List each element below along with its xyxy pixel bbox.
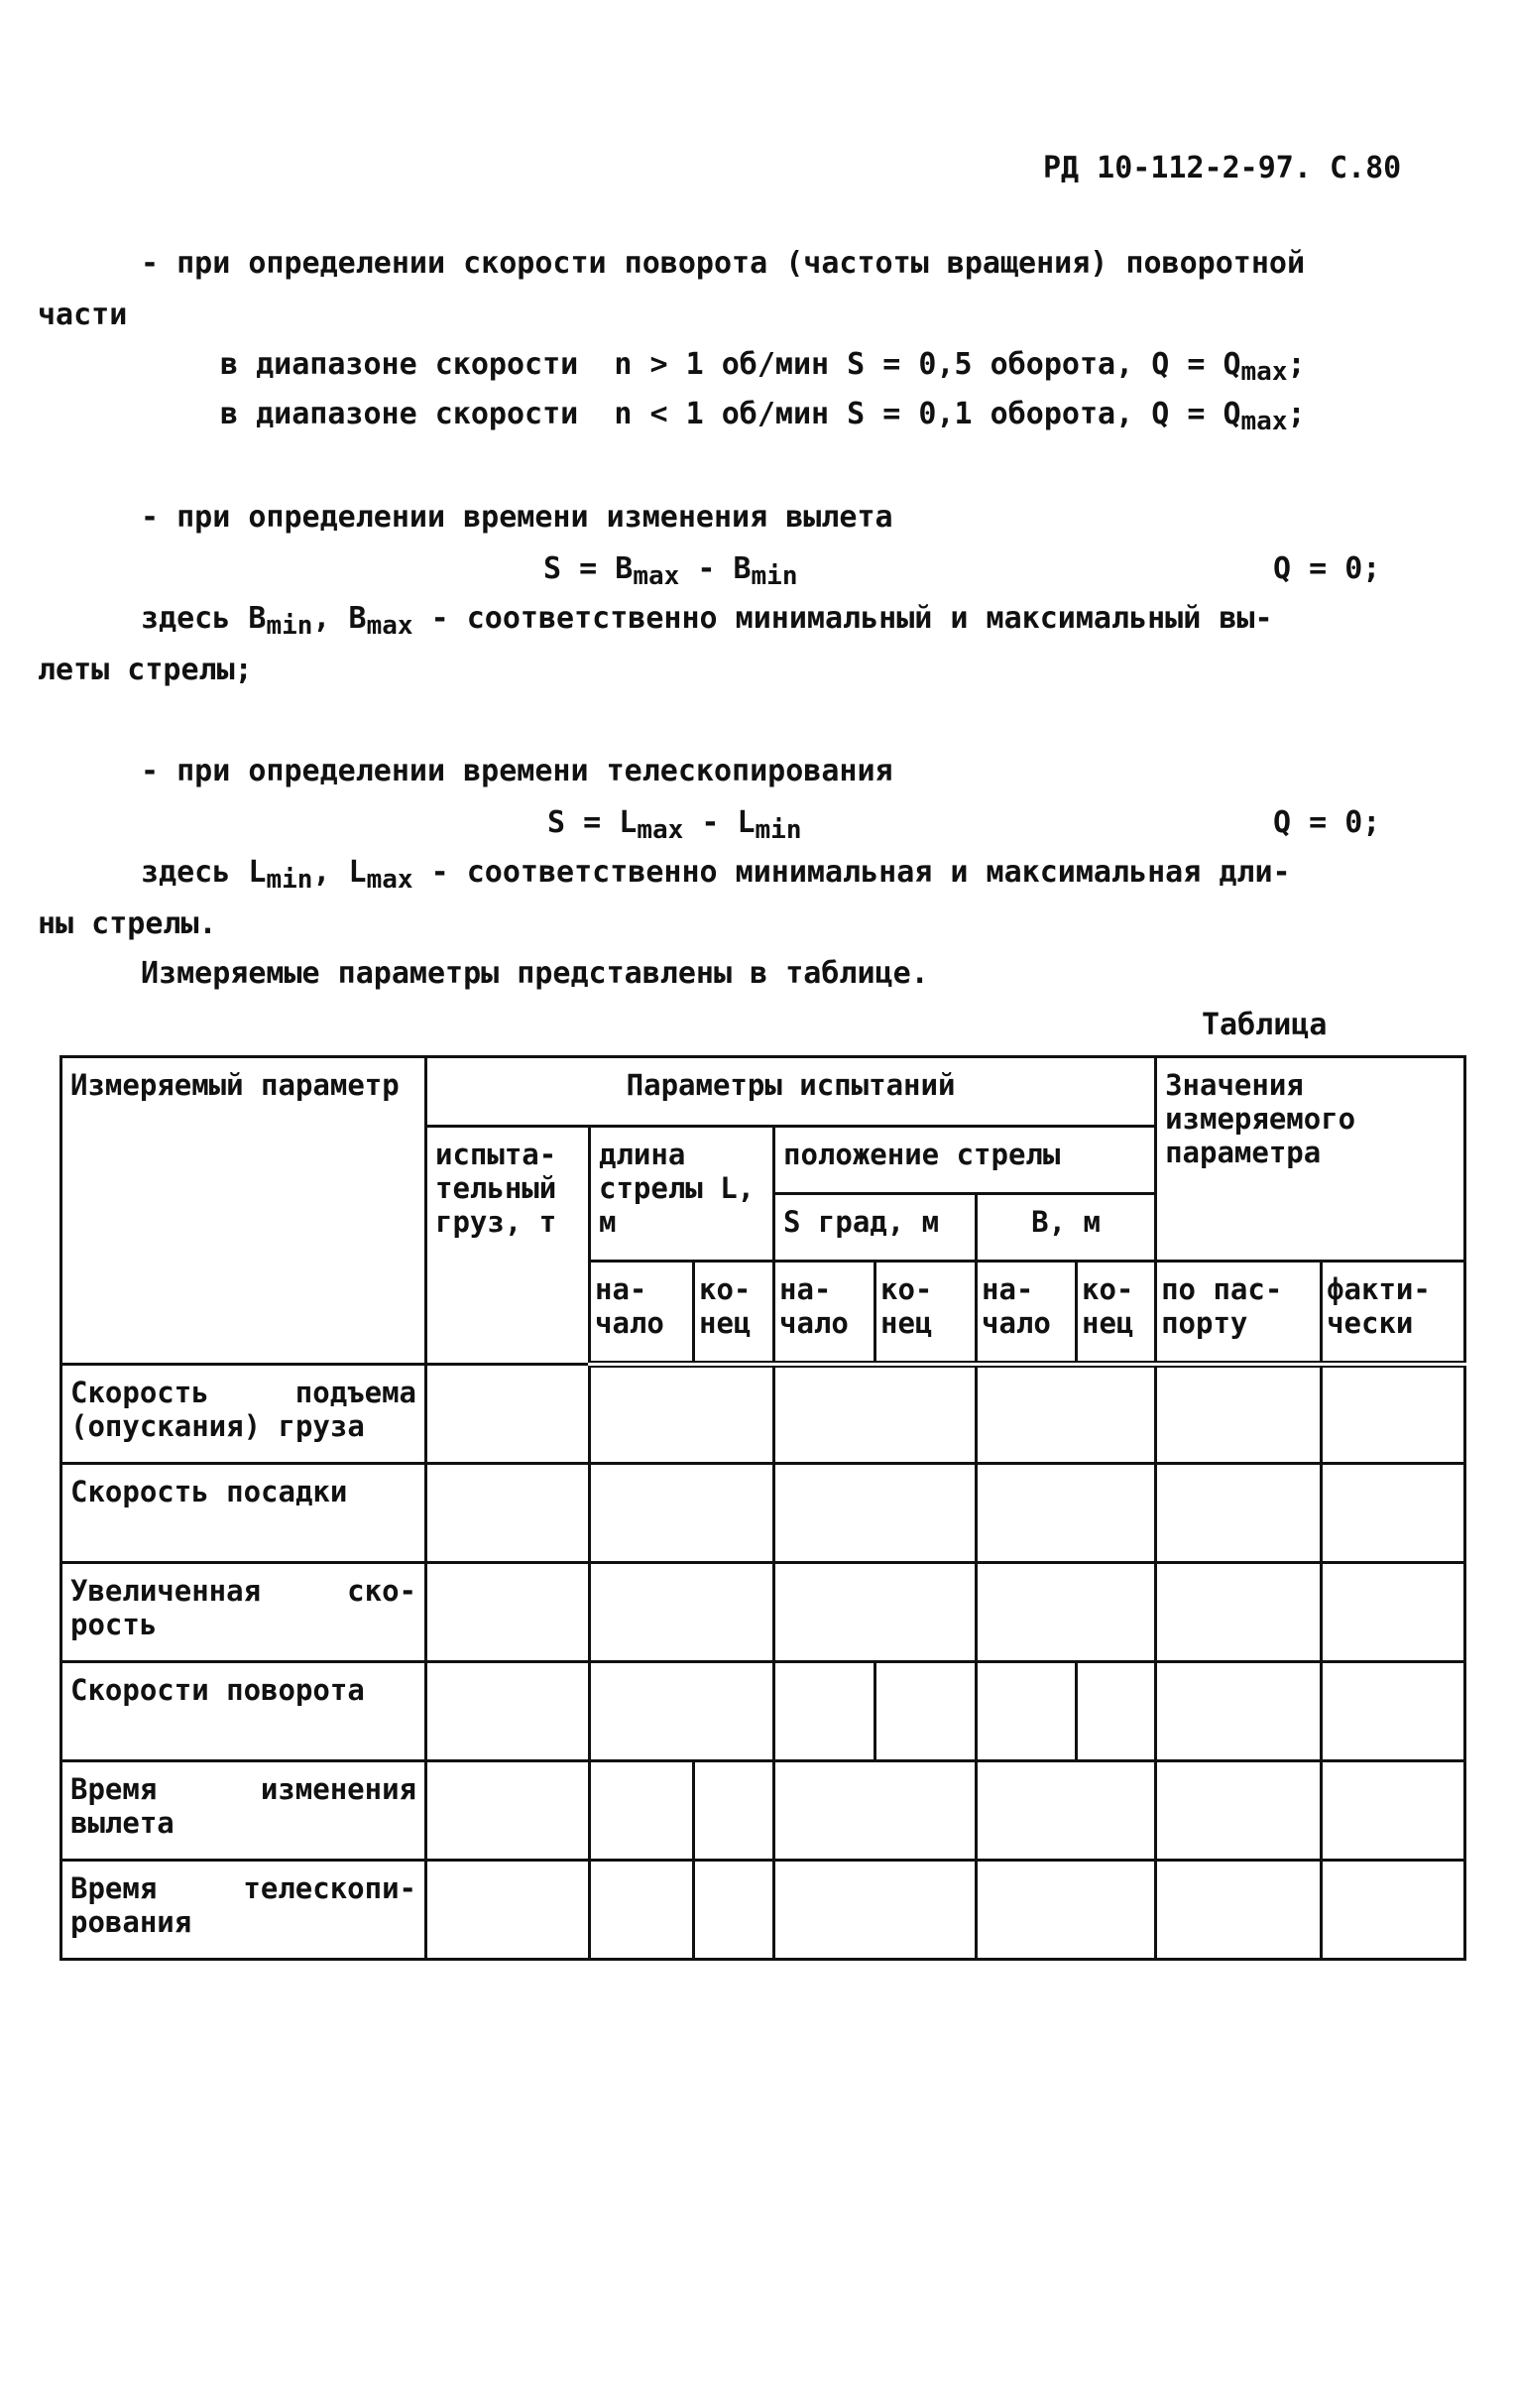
table-row bbox=[61, 1563, 1465, 1662]
table-cell bbox=[1156, 1761, 1322, 1861]
table-row bbox=[61, 1761, 1465, 1861]
row-label: Скорость посадки bbox=[61, 1464, 426, 1563]
table-cell bbox=[1322, 1662, 1465, 1761]
table-cell bbox=[977, 1861, 1156, 1960]
header-measured-param: Измеряемый параметр bbox=[61, 1057, 426, 1365]
header-boom-length: длина стрелы L, м bbox=[590, 1127, 774, 1262]
header-b-start: на-чало bbox=[977, 1262, 1077, 1365]
header-test-params: Параметры испытаний bbox=[426, 1057, 1156, 1127]
reach-note: здесь $B_{min}$, $B_{max}$ - соответственно минимальный и максимальный вы- bbox=[141, 601, 1273, 641]
table-cell bbox=[426, 1563, 590, 1662]
parameters-table bbox=[59, 1055, 1466, 1961]
table-cell bbox=[977, 1563, 1156, 1662]
table-row bbox=[61, 1662, 1465, 1761]
reach-note-line2: леты стрелы; bbox=[38, 653, 253, 687]
table-cell bbox=[426, 1861, 590, 1960]
reach-formula: $S = B_{max} - B_{min}$ bbox=[543, 551, 798, 591]
table-row bbox=[61, 1861, 1465, 1960]
table-cell bbox=[426, 1365, 590, 1464]
table-cell bbox=[426, 1761, 590, 1861]
table-cell bbox=[590, 1861, 694, 1960]
header-s-start: на-чало bbox=[774, 1262, 875, 1365]
paragraph-rotation-line1: - при определении скорости поворота (частоты вращения) поворотной bbox=[141, 246, 1305, 281]
row-label: Время изменения вылета bbox=[61, 1761, 426, 1861]
header-s-end: ко-нец bbox=[875, 1262, 977, 1365]
header-test-load: испыта-тельный груз, т bbox=[426, 1127, 590, 1365]
paragraph-reach-line1: - при определении времени изменения вылета bbox=[141, 500, 893, 535]
table-cell bbox=[590, 1662, 774, 1761]
table-cell bbox=[426, 1662, 590, 1761]
table-cell bbox=[1156, 1563, 1322, 1662]
table-cell bbox=[774, 1761, 977, 1861]
table-cell bbox=[590, 1464, 774, 1563]
table-cell bbox=[977, 1662, 1077, 1761]
table-cell bbox=[977, 1365, 1156, 1464]
table-cell bbox=[1077, 1662, 1156, 1761]
table-intro: Измеряемые параметры представлены в таблице. bbox=[141, 956, 929, 991]
table-cell bbox=[1156, 1365, 1322, 1464]
table-cell bbox=[774, 1365, 977, 1464]
header-actual: факти-чески bbox=[1322, 1262, 1465, 1365]
telescoping-q: Q = 0; bbox=[1273, 805, 1381, 840]
rotation-range-fast: в диапазоне скорости n > 1 об/мин S = 0,5 оборота, $Q = Q_{max}$; bbox=[220, 347, 1306, 387]
table-cell bbox=[774, 1563, 977, 1662]
page-header-code: РД 10-112-2-97. С.80 bbox=[1043, 151, 1402, 185]
table-cell bbox=[977, 1464, 1156, 1563]
header-passport: по пас-порту bbox=[1156, 1262, 1322, 1365]
table-cell bbox=[694, 1761, 774, 1861]
header-length-end: ко-нец bbox=[694, 1262, 774, 1365]
table-cell bbox=[977, 1761, 1156, 1861]
telescoping-formula: $S = L_{max} - L_{min}$ bbox=[547, 805, 802, 845]
telescoping-note: здесь $L_{min}$, $L_{max}$ - соответственно минимальная и максимальная дли- bbox=[141, 855, 1291, 895]
table-cell bbox=[426, 1464, 590, 1563]
table-cell bbox=[590, 1563, 774, 1662]
table-row bbox=[61, 1464, 1465, 1563]
row-label: Время телескопи-рования bbox=[61, 1861, 426, 1960]
table-cell bbox=[875, 1662, 977, 1761]
table-cell bbox=[1322, 1563, 1465, 1662]
table-cell bbox=[1322, 1464, 1465, 1563]
telescoping-note-line2: ны стрелы. bbox=[38, 906, 217, 941]
row-label: Увеличенная ско-рость bbox=[61, 1563, 426, 1662]
table-cell bbox=[1156, 1861, 1322, 1960]
paragraph-rotation-line2: части bbox=[38, 298, 128, 332]
table-cell bbox=[774, 1464, 977, 1563]
row-label: Скорость подъема (опускания) груза bbox=[61, 1365, 426, 1464]
header-values: Значения измеряемого параметра bbox=[1156, 1057, 1465, 1262]
header-b-end: ко-нец bbox=[1077, 1262, 1156, 1365]
table-cell bbox=[1156, 1662, 1322, 1761]
table-cell bbox=[1322, 1861, 1465, 1960]
paragraph-telescoping-line1: - при определении времени телескопирования bbox=[141, 754, 893, 788]
table-cell bbox=[774, 1662, 875, 1761]
rotation-range-slow: в диапазоне скорости n < 1 об/мин S = 0,1 оборота, $Q = Q_{max}$; bbox=[220, 397, 1306, 436]
header-boom-position: положение стрелы bbox=[774, 1127, 1156, 1194]
row-label: Скорости поворота bbox=[61, 1662, 426, 1761]
table-caption: Таблица bbox=[1202, 1008, 1328, 1042]
header-b-m: B, м bbox=[977, 1194, 1156, 1262]
header-s-deg: S град, м bbox=[774, 1194, 977, 1262]
table-cell bbox=[590, 1365, 774, 1464]
table-cell bbox=[694, 1861, 774, 1960]
header-length-start: на-чало bbox=[590, 1262, 694, 1365]
table-row bbox=[61, 1365, 1465, 1464]
table-cell bbox=[590, 1761, 694, 1861]
table-cell bbox=[1156, 1464, 1322, 1563]
table-cell bbox=[1322, 1365, 1465, 1464]
reach-q: Q = 0; bbox=[1273, 551, 1381, 586]
table-cell bbox=[1322, 1761, 1465, 1861]
table-cell bbox=[774, 1861, 977, 1960]
